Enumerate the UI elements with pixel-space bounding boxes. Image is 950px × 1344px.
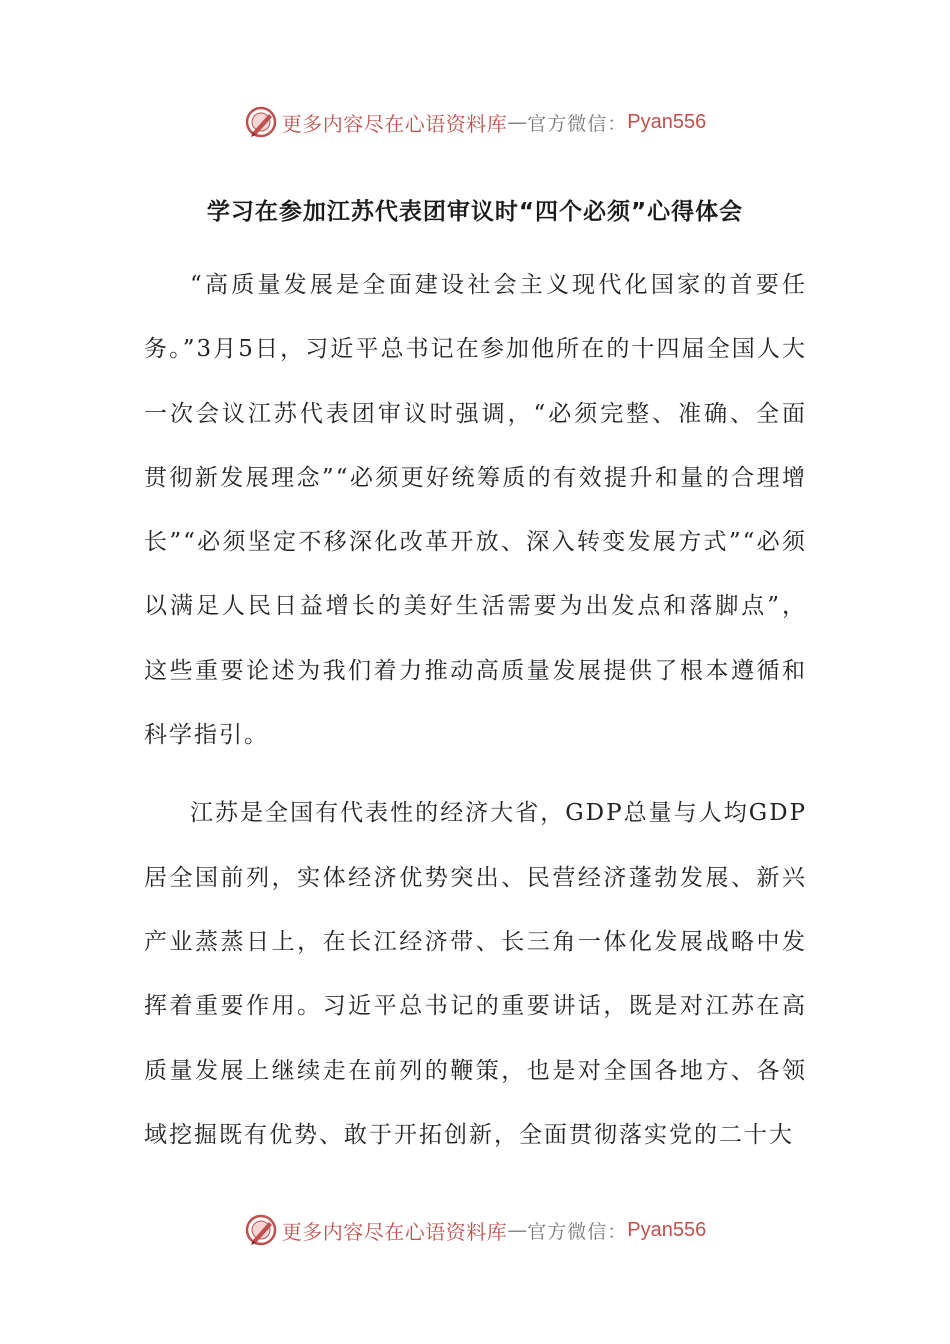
banner-text: 更多内容尽在心语资料库 [281, 1219, 508, 1244]
banner-wechat-id: Pyan556 [627, 1218, 707, 1241]
banner-label: 官方微信： [527, 1220, 628, 1243]
document-title: 学习在参加江苏代表团审议时“四个必须”心得体会 [206, 199, 744, 225]
banner-separator: — [507, 110, 528, 134]
banner-wechat-id: Pyan556 [627, 110, 707, 133]
banner-separator: — [507, 1218, 528, 1242]
paragraph-1: “高质量发展是全面建设社会主义现代化国家的首要任务。”3月5日，习近平总书记在参加他所在的十四届全国人大一次会议江苏代表团审议时强调，“必须完整、准确、全面贯彻新发展理念”“必须更好统筹质的有效提升和量的合理增长”“必须坚定不移深化改革开放、深入转变发展方式”“必须以满足人民日益增长的美好生活需要为出发点和落脚点”，这些重要论述为我们着力推动高质量发展提供了根本遵循和科学指引。 [144, 272, 807, 749]
banner-text: 更多内容尽在心语资料库 [281, 111, 508, 136]
pen-logo-icon [244, 105, 278, 139]
pen-logo-icon [244, 1213, 278, 1247]
header-banner [0, 100, 950, 144]
document-body [144, 253, 807, 1167]
footer-banner [0, 1208, 950, 1252]
paragraph-2: 江苏是全国有代表性的经济大省，GDP总量与人均GDP居全国前列，实体经济优势突出、民营经济蓬勃发展、新兴产业蒸蒸日上，在长江经济带、长三角一体化发展战略中发挥着重要作用。习近平总书记的重要讲话，既是对江苏在高质量发展上继续走在前列的鞭策，也是对全国各地方、各领域挖掘既有优势、敢于开拓创新，全面贯彻落实党的二十大 [144, 800, 807, 1148]
banner-label: 官方微信： [527, 112, 628, 135]
